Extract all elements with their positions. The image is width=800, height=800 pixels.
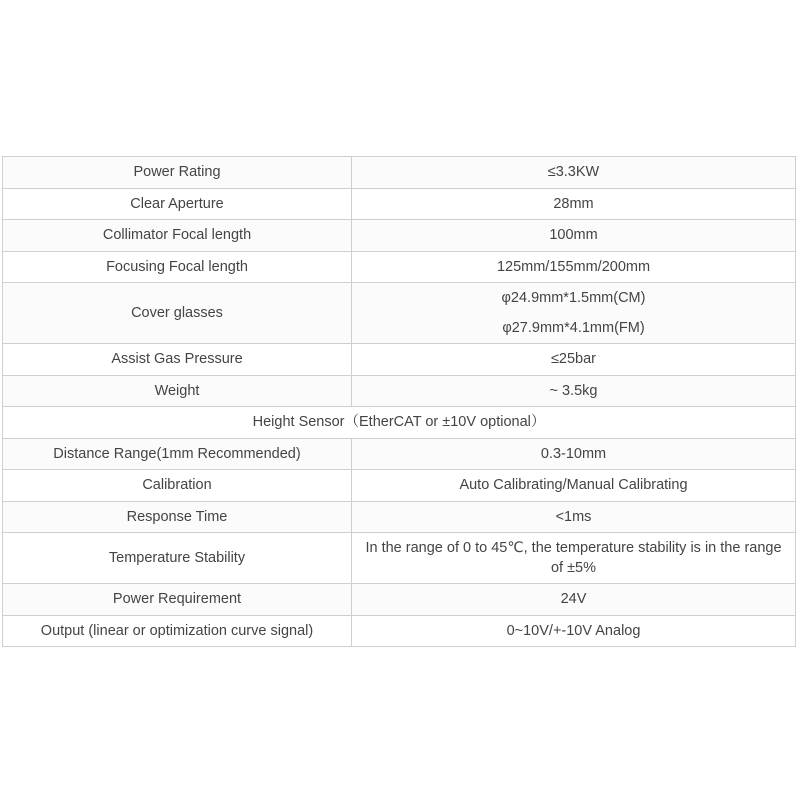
param-cell: Temperature Stability xyxy=(3,533,352,584)
table-row xyxy=(3,501,796,533)
table-row xyxy=(3,251,796,283)
param-cell: Weight xyxy=(3,375,352,407)
value-cell: Auto Calibrating/Manual Calibrating xyxy=(352,470,796,502)
value-cell: 0~10V/+-10V Analog xyxy=(352,615,796,647)
value-cell: ~ 3.5kg xyxy=(352,375,796,407)
section-header: Height Sensor（EtherCAT or ±10V optional） xyxy=(3,407,796,439)
value-line: φ24.9mm*1.5mm(CM) xyxy=(501,290,646,306)
table-row xyxy=(3,615,796,647)
table-row xyxy=(3,375,796,407)
param-cell: Power Requirement xyxy=(3,584,352,616)
table-row xyxy=(3,344,796,376)
table-row xyxy=(3,220,796,252)
param-cell: Cover glasses xyxy=(3,283,352,344)
param-cell: Focusing Focal length xyxy=(3,251,352,283)
param-cell: Power Rating xyxy=(3,157,352,189)
value-cell: 125mm/155mm/200mm xyxy=(352,251,796,283)
param-cell: Output (linear or optimization curve signal) xyxy=(3,615,352,647)
value-cell: <1ms xyxy=(352,501,796,533)
value-line: φ27.9mm*4.1mm(FM) xyxy=(502,320,645,336)
section-row xyxy=(3,407,796,439)
table-row xyxy=(3,584,796,616)
param-cell: Calibration xyxy=(3,470,352,502)
value-cell: 24V xyxy=(352,584,796,616)
value-cell: 28mm xyxy=(352,188,796,220)
param-cell: Collimator Focal length xyxy=(3,220,352,252)
value-cell: ≤3.3KW xyxy=(352,157,796,189)
value-cell: In the range of 0 to 45℃, the temperature stability is in the range of ±5% xyxy=(352,533,796,584)
table-row xyxy=(3,470,796,502)
value-cell: ≤25bar xyxy=(352,344,796,376)
param-cell: Assist Gas Pressure xyxy=(3,344,352,376)
param-cell: Clear Aperture xyxy=(3,188,352,220)
table-row xyxy=(3,157,796,189)
table-row xyxy=(3,188,796,220)
spec-table xyxy=(2,156,796,647)
param-cell: Distance Range(1mm Recommended) xyxy=(3,438,352,470)
table-row xyxy=(3,533,796,584)
table-row xyxy=(3,283,796,344)
table-row xyxy=(3,438,796,470)
param-cell: Response Time xyxy=(3,501,352,533)
value-cell: 100mm xyxy=(352,220,796,252)
value-cell: 0.3-10mm xyxy=(352,438,796,470)
value-cell xyxy=(352,283,796,344)
